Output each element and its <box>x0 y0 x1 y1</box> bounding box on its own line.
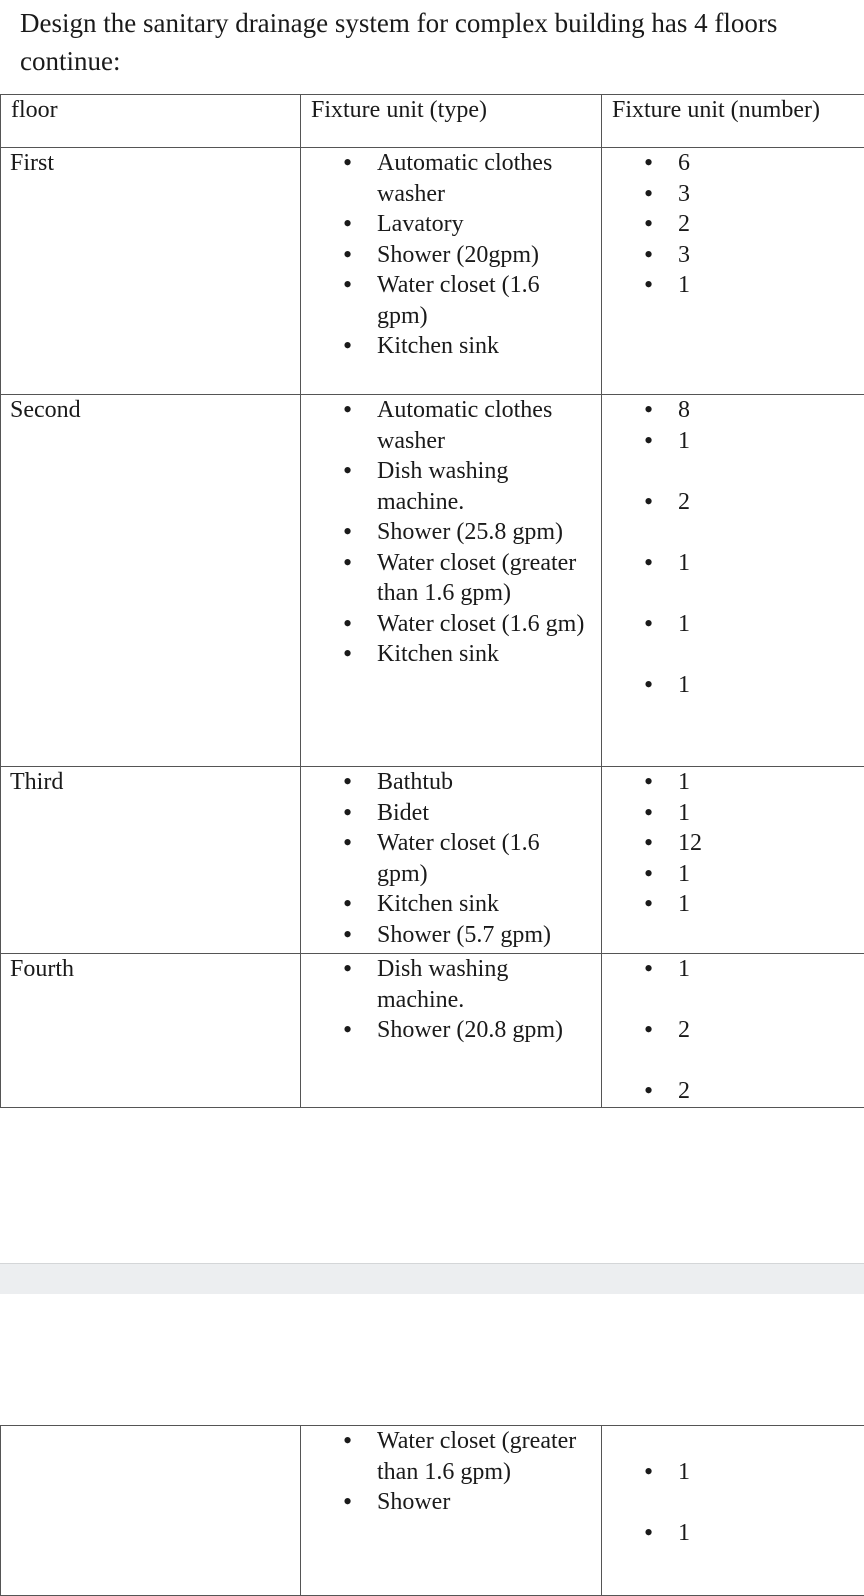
list-item: • Water closet (greater than 1.6 gpm) <box>301 1426 587 1487</box>
table-row <box>1 767 864 954</box>
fixture-type-cell <box>301 1426 602 1596</box>
page-break-divider <box>0 1263 864 1294</box>
column-header-number: Fixture unit (number) <box>602 95 864 148</box>
list-item: • Shower <box>301 1487 587 1518</box>
column-header-type: Fixture unit (type) <box>301 95 602 148</box>
list-item: • 1 <box>602 1518 864 1549</box>
list-item: • Dish washing machine. <box>301 456 587 517</box>
table-header-row <box>1 95 864 148</box>
spacer <box>602 1046 864 1077</box>
list-item: • 1 <box>602 670 864 701</box>
list-item: • Dish washing machine. <box>301 954 587 1015</box>
list-item: • 2 <box>602 1015 864 1046</box>
table-row <box>1 148 864 395</box>
list-item: • 1 <box>602 548 864 579</box>
list-item: • Lavatory <box>301 209 587 240</box>
list-item: • Bidet <box>301 798 587 829</box>
list-item: • Water closet (1.6 gpm) <box>301 270 587 331</box>
list-item: • 1 <box>602 798 864 829</box>
list-item: • 1 <box>602 426 864 457</box>
spacer <box>602 1487 864 1518</box>
list-item: • Shower (20.8 gpm) <box>301 1015 587 1046</box>
list-item: • 2 <box>602 487 864 518</box>
fixture-table <box>0 94 864 1108</box>
list-item: • 3 <box>602 240 864 271</box>
list-item: • Kitchen sink <box>301 331 587 362</box>
fixture-type-cell <box>301 395 602 767</box>
spacer <box>602 639 864 670</box>
fixture-number-cell <box>602 148 864 395</box>
list-item: • Water closet (greater than 1.6 gpm) <box>301 548 587 609</box>
list-item: • 12 <box>602 828 864 859</box>
list-item: • 3 <box>602 179 864 210</box>
spacer <box>602 985 864 1016</box>
fixture-type-cell <box>301 767 602 954</box>
floor-cell <box>1 1426 301 1596</box>
fixture-number-cell <box>602 1426 864 1596</box>
table-row <box>1 1426 864 1596</box>
problem-statement: Design the sanitary drainage system for complex building has 4 floors continue: <box>20 4 860 80</box>
list-item: • Kitchen sink <box>301 639 587 670</box>
list-item: • 2 <box>602 1076 864 1107</box>
table-row <box>1 395 864 767</box>
fixture-number-cell <box>602 395 864 767</box>
spacer <box>602 1426 864 1457</box>
list-item: • Shower (25.8 gpm) <box>301 517 587 548</box>
list-item: • 1 <box>602 1457 864 1488</box>
floor-cell: Second <box>1 395 301 767</box>
spacer <box>602 517 864 548</box>
list-item: • 1 <box>602 609 864 640</box>
table-row <box>1 954 864 1108</box>
spacer <box>602 456 864 487</box>
list-item: • Automatic clothes washer <box>301 395 587 456</box>
list-item: • 2 <box>602 209 864 240</box>
list-item: • 6 <box>602 148 864 179</box>
floor-cell: First <box>1 148 301 395</box>
fixture-table-continued <box>0 1425 864 1596</box>
list-item: • 1 <box>602 767 864 798</box>
floor-cell: Fourth <box>1 954 301 1108</box>
fixture-number-cell <box>602 954 864 1108</box>
list-item: • 1 <box>602 954 864 985</box>
list-item: • 1 <box>602 889 864 920</box>
list-item: • 1 <box>602 859 864 890</box>
list-item: • Kitchen sink <box>301 889 587 920</box>
fixture-type-cell <box>301 954 602 1108</box>
list-item: • 1 <box>602 270 864 301</box>
list-item: • 8 <box>602 395 864 426</box>
list-item: • Bathtub <box>301 767 587 798</box>
list-item: • Shower (20gpm) <box>301 240 587 271</box>
list-item: • Automatic clothes washer <box>301 148 587 209</box>
list-item: • Water closet (1.6 gpm) <box>301 828 587 889</box>
column-header-floor: floor <box>1 95 301 148</box>
list-item: • Shower (5.7 gpm) <box>301 920 587 951</box>
list-item: • Water closet (1.6 gm) <box>301 609 587 640</box>
fixture-number-cell <box>602 767 864 954</box>
floor-cell: Third <box>1 767 301 954</box>
spacer <box>602 578 864 609</box>
fixture-type-cell <box>301 148 602 395</box>
